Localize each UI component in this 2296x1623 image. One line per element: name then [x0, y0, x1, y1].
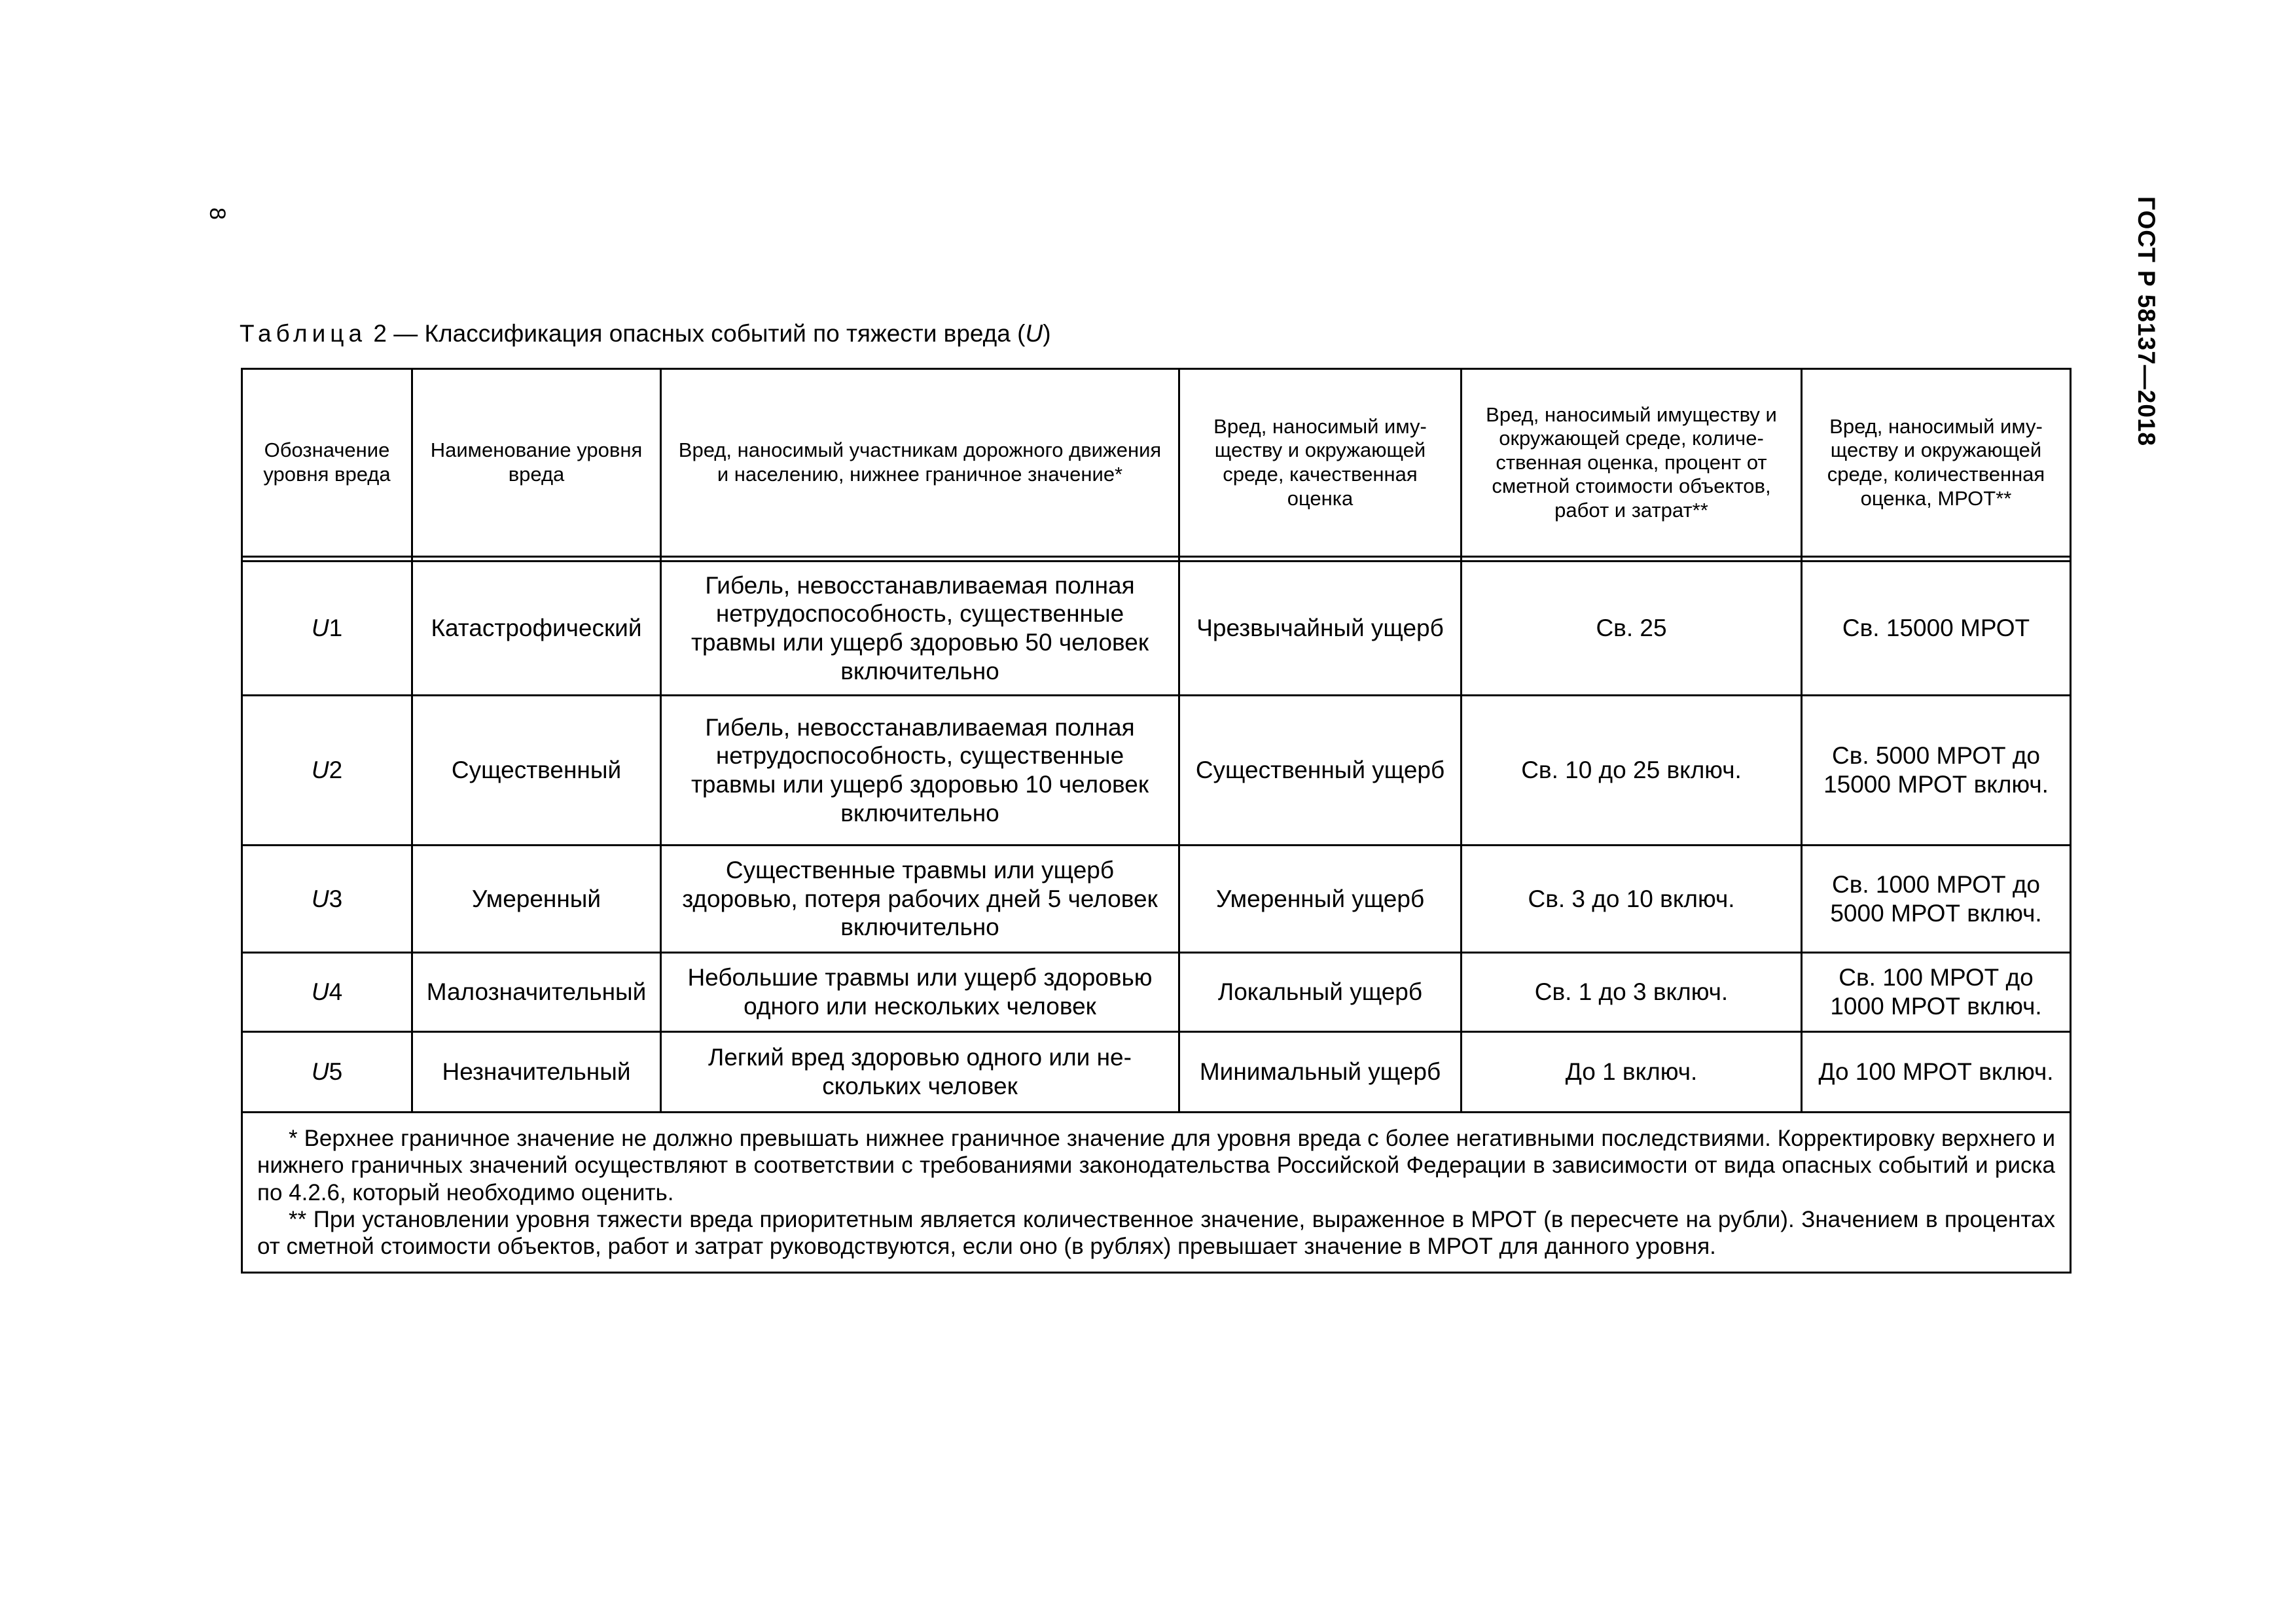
caption-number: 2: [373, 320, 387, 347]
header-separator: [242, 557, 2071, 562]
cell-code: U3: [242, 846, 412, 953]
cell-name: Незначительный: [412, 1032, 661, 1113]
table-header-row: [242, 369, 2071, 557]
cell-percent: Св. 10 до 25 включ.: [1462, 696, 1802, 846]
cell-percent: Св. 1 до 3 включ.: [1462, 953, 1802, 1032]
cell-mrot: Св. 100 МРОТ до 1000 МРОТ включ.: [1802, 953, 2071, 1032]
table-notes: [242, 1113, 2071, 1273]
cell-people: Легкий вред здоровью одного или не-скольких человек: [661, 1032, 1179, 1113]
table-caption: [240, 320, 1051, 348]
cell-people: Гибель, невосстанавливаемая полная нетрудоспособность, существенные травмы или ущерб здоровью 50 человек включительно: [661, 562, 1179, 696]
cell-qualitative: Умеренный ущерб: [1179, 846, 1462, 953]
table-row: [242, 1032, 2071, 1113]
cell-qualitative: Минимальный ущерб: [1179, 1032, 1462, 1113]
cell-qualitative: Локальный ущерб: [1179, 953, 1462, 1032]
document-code-text: ГОСТ Р 58137—2018: [2133, 196, 2160, 447]
cell-qualitative: Существенный ущерб: [1179, 696, 1462, 846]
cell-code: U2: [242, 696, 412, 846]
cell-mrot: Св. 15000 МРОТ: [1802, 562, 2071, 696]
cell-mrot: До 100 МРОТ включ.: [1802, 1032, 2071, 1113]
caption-symbol: U: [1025, 320, 1043, 347]
table-row: [242, 846, 2071, 953]
cell-code: U1: [242, 562, 412, 696]
table-row: [242, 953, 2071, 1032]
header-name: Наименование уровня вреда: [412, 369, 661, 557]
caption-title-suffix: ): [1043, 320, 1051, 347]
table-row: [242, 562, 2071, 696]
header-code: Обозначение уровня вреда: [242, 369, 412, 557]
cell-code: U5: [242, 1032, 412, 1113]
document-code: [2127, 196, 2166, 471]
cell-mrot: Св. 1000 МРОТ до 5000 МРОТ включ.: [1802, 846, 2071, 953]
cell-people: Гибель, невосстанавливаемая полная нетрудоспособность, существенные травмы или ущерб здоровью 10 человек включительно: [661, 696, 1179, 846]
header-qualitative: Вред, наносимый иму-ществу и окружающей среде, качественная оценка: [1179, 369, 1462, 557]
cell-mrot: Св. 5000 МРОТ до 15000 МРОТ включ.: [1802, 696, 2071, 846]
cell-qualitative: Чрезвычайный ущерб: [1179, 562, 1462, 696]
cell-percent: Св. 25: [1462, 562, 1802, 696]
table-notes-row: [242, 1113, 2071, 1273]
header-people: Вред, наносимый участникам дорожного движения и населению, нижнее граничное значение*: [661, 369, 1179, 557]
cell-name: Существенный: [412, 696, 661, 846]
caption-label: Таблица: [240, 320, 367, 347]
cell-percent: До 1 включ.: [1462, 1032, 1802, 1113]
cell-code: U4: [242, 953, 412, 1032]
note-2: ** При установлении уровня тяжести вреда приоритетным является количественное значение, выраженное в МРОТ (в пересчете на рубли). Значением в процентах от сметной стоимости объектов, работ и затрат руководствуются, если оно (в рублях) превышает значение в МРОТ для данного уровня.: [257, 1206, 2055, 1260]
header-percent: Вред, наносимый имуществу и окружающей среде, количе-ственная оценка, процент от сметной стоимости объектов, работ и затрат**: [1462, 369, 1802, 557]
header-mrot: Вред, наносимый иму-ществу и окружающей среде, количественная оценка, МРОТ**: [1802, 369, 2071, 557]
note-1: * Верхнее граничное значение не должно превышать нижнее граничное значение для уровня вреда с более негативными последствиями. Корректировку верхнего и нижнего граничных значений осуществляют в соответствии с требованиями законодательства Российской Федерации в зависимости от вида опасных событий и риска по 4.2.6, который необходимо оценить.: [257, 1126, 2055, 1205]
cell-percent: Св. 3 до 10 включ.: [1462, 846, 1802, 953]
cell-name: Умеренный: [412, 846, 661, 953]
table-row: [242, 696, 2071, 846]
page-number: 8: [204, 207, 230, 220]
cell-people: Небольшие травмы или ущерб здоровью одного или нескольких человек: [661, 953, 1179, 1032]
caption-title-prefix: — Классификация опасных событий по тяжести вреда (: [386, 320, 1026, 347]
cell-name: Катастрофический: [412, 562, 661, 696]
harm-classification-table: [241, 368, 2072, 1274]
cell-name: Малозначительный: [412, 953, 661, 1032]
cell-people: Существенные травмы или ущерб здоровью, потеря рабочих дней 5 человек включительно: [661, 846, 1179, 953]
